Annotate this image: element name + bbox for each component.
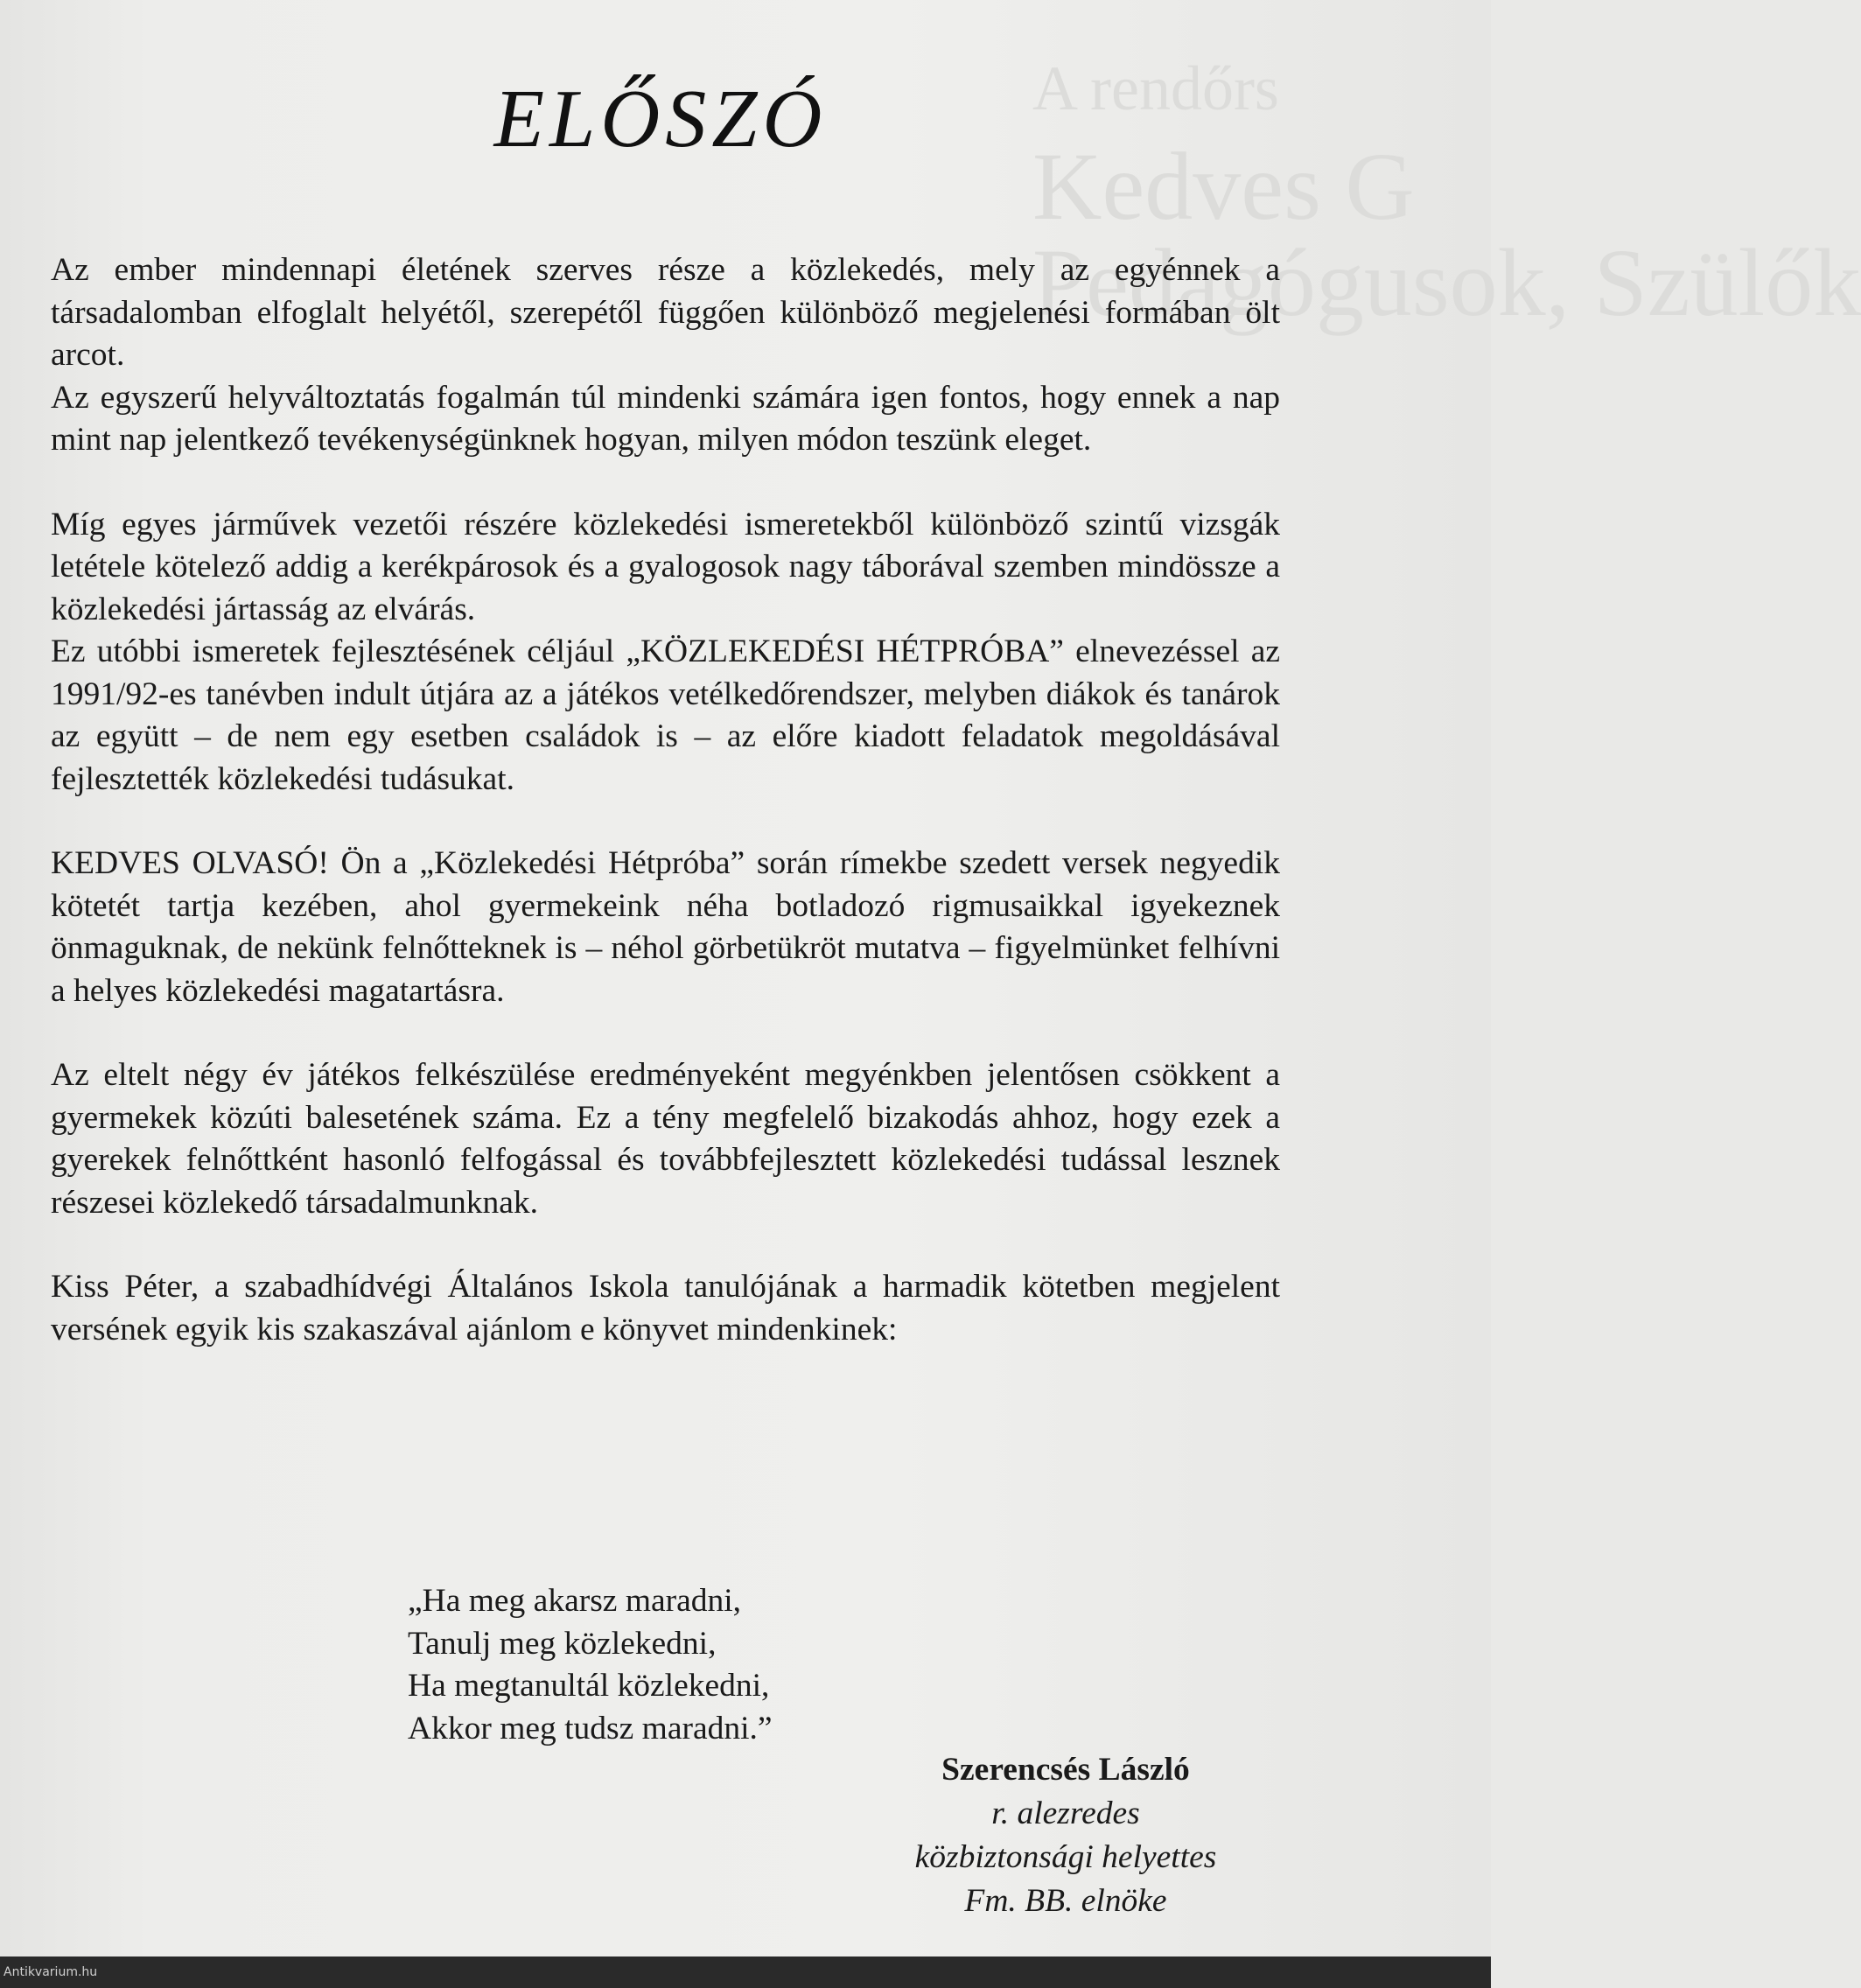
poem-line: Akkor meg tudsz maradni.” (408, 1710, 773, 1746)
show-through-text: Kedves G (1032, 133, 1415, 240)
bottom-edge (0, 1956, 1491, 1988)
paragraph: KEDVES OLVASÓ! Ön a „Közlekedési Hétpróba” során rímekbe szedett versek negyedik kötetét tartja kezében, ahol gyermekeink néha botladozó rigmusaikkal igyekeznek önmaguknak, de nekünk felnőtteknek is – néhol görbetükröt mutatva – figyelmünket felhívni a helyes közlekedési magatartásra. (51, 845, 1280, 1009)
page-title: ELŐSZÓ (493, 74, 828, 164)
show-through-text: Pedagógusok, Szülők (1032, 229, 1861, 336)
preface-body (51, 249, 1280, 1351)
poem-line: Tanulj meg közlekedni, (408, 1625, 717, 1662)
author-name: Szerencsés László (941, 1752, 1190, 1788)
paragraph: Ez utóbbi ismeretek fejlesztésének céljául „KÖZLEKEDÉSI HÉTPRÓBA” elnevezéssel az 1991/92-es tanévben indult útjára az a játékos vetélkedőrendszer, melyben diákok és tanárok az együtt – de nem egy esetben családok is – az előre kiadott feladatok megoldásával fejlesztették közlekedési tudásukat. (51, 634, 1280, 797)
poem-line: „Ha meg akarsz maradni, (408, 1583, 742, 1619)
poem-line: Ha megtanultál közlekedni, (408, 1668, 770, 1704)
poem-quote (408, 1580, 773, 1750)
author-title: közbiztonsági helyettes (914, 1839, 1217, 1875)
signature-block (829, 1748, 1302, 1923)
paragraph: Az eltelt négy év játékos felkészülése eredményeként megyénkben jelentősen csökkent a gyermekek közúti balesetének száma. Ez a tény megfelelő bizakodás ahhoz, hogy ezek a gyerekek felnőttként hasonló felfogással és továbbfejlesztett közlekedési tudással lesznek részesei közlekedő társadalmunknak. (51, 1057, 1280, 1221)
paragraph: Az egyszerű helyváltoztatás fogalmán túl mindenki számára igen fontos, hogy ennek a nap mint nap jelentkező tevékenységünknek hogyan, milyen módon teszünk eleget. (51, 379, 1280, 458)
paragraph: Az ember mindennapi életének szerves része a közlekedés, mely az egyénnek a társadalomban elfoglalt helyétől, szerepétől függően különböző megjelenési formában ölt arcot. (51, 252, 1280, 373)
watermark: Antikvarium.hu (3, 1965, 98, 1979)
show-through-text: A rendőrs (1032, 53, 1279, 123)
paragraph: Kiss Péter, a szabadhídvégi Általános Iskola tanulójának a harmadik kötetben megjelent versének egyik kis szakaszával ajánlom e könyvet mindenkinek: (51, 1269, 1280, 1348)
author-title: r. alezredes (991, 1796, 1140, 1831)
author-title: Fm. BB. elnöke (964, 1883, 1167, 1919)
paragraph: Míg egyes járművek vezetői részére közlekedési ismeretekből különböző szintű vizsgák letétele kötelező addig a kerékpárosok és a gyalogosok nagy táborával szemben mindössze a közlekedési jártasság az elvárás. (51, 506, 1280, 627)
